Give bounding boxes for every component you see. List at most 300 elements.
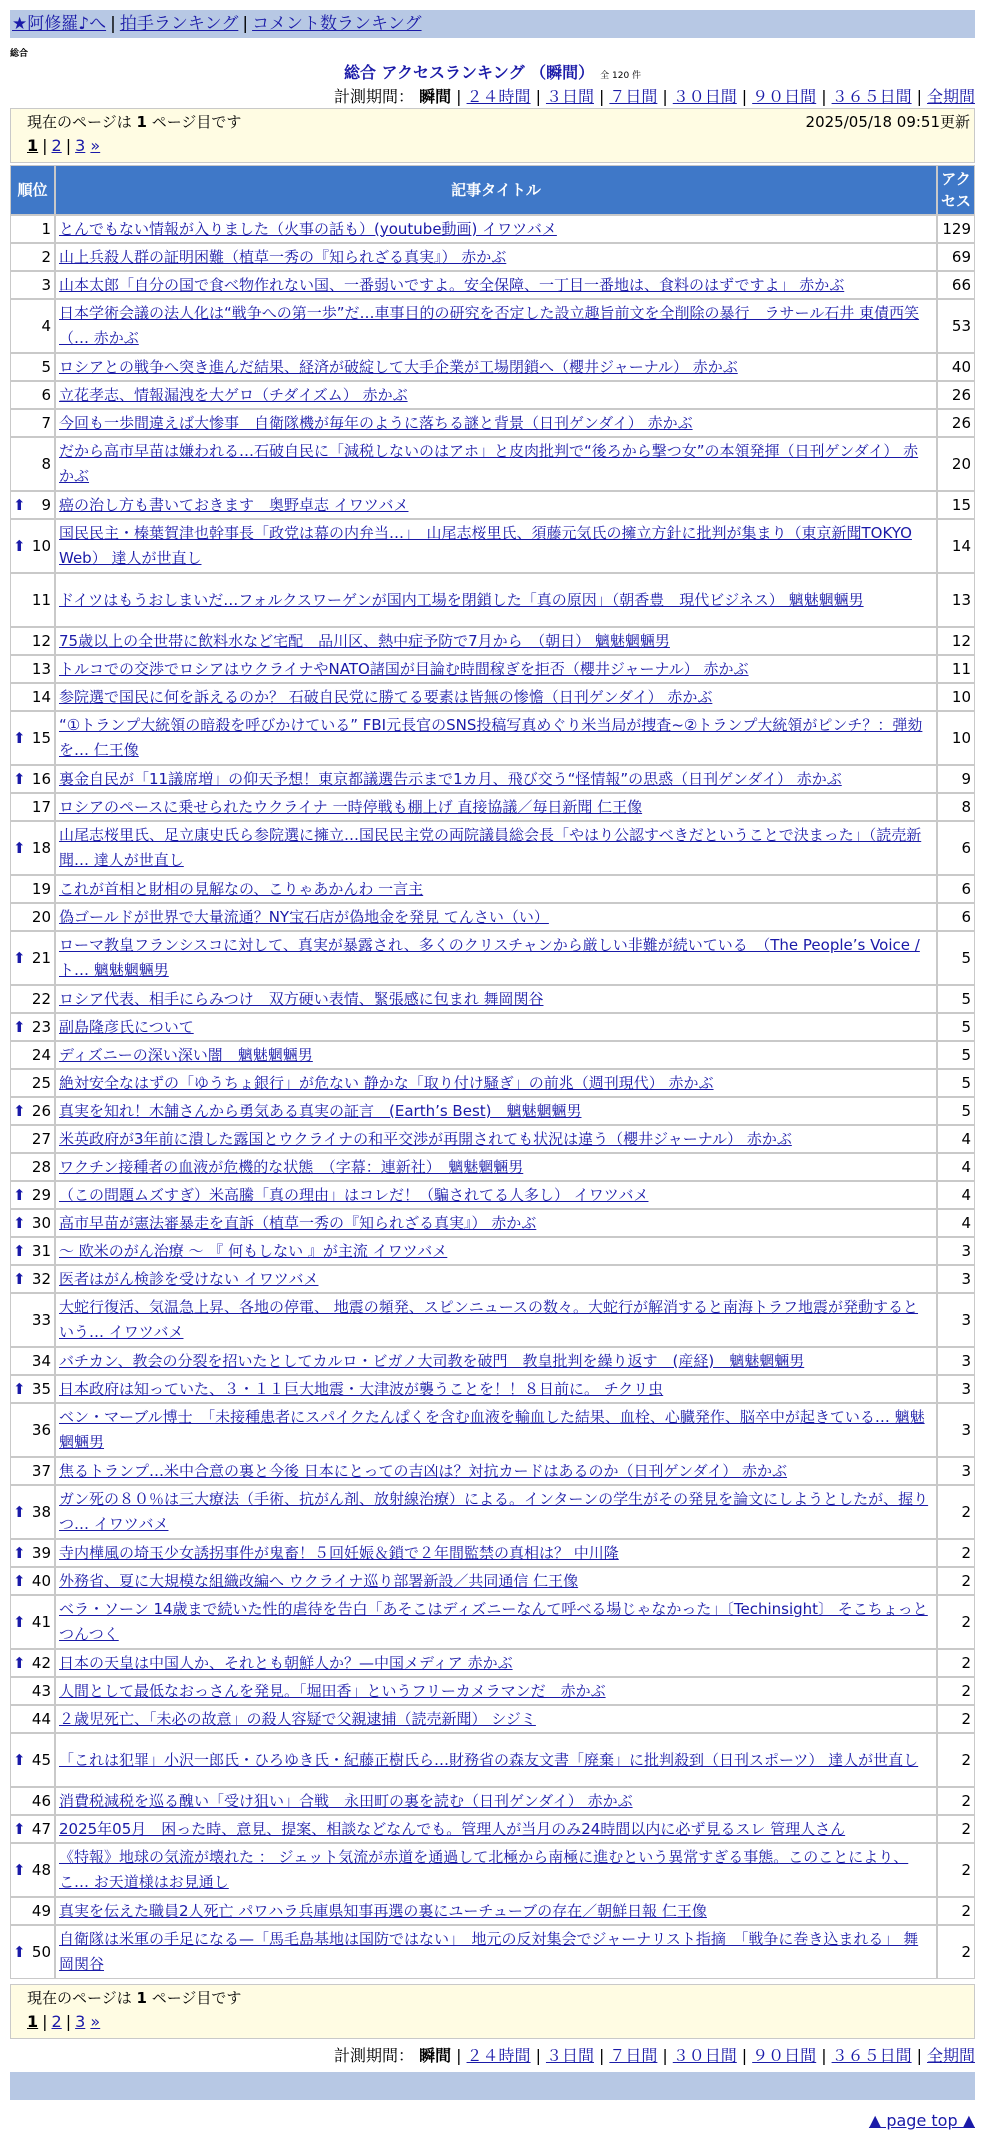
article-link[interactable]: ガン死の８０％は三大療法（手術、抗がん剤、放射線治療）による。インターンの学生がその発見を論文にしようとしたが、握りつ… イワツバメ xyxy=(59,1490,929,1533)
rank-cell xyxy=(10,627,55,655)
table-row xyxy=(10,1097,975,1125)
rank-number: 21 xyxy=(31,948,51,967)
rank-cell xyxy=(10,1595,55,1649)
rank-cell xyxy=(10,985,55,1013)
period-90d-link[interactable]: ９０日間 xyxy=(752,2046,817,2065)
rank-up-arrow-icon: ⬆ xyxy=(13,1943,26,1961)
access-count: 2 xyxy=(937,1843,975,1897)
title-cell xyxy=(55,1125,937,1153)
rank-number: 14 xyxy=(31,687,51,706)
clap-ranking-link[interactable]: 拍手ランキング xyxy=(119,14,239,34)
rank-cell xyxy=(10,243,55,271)
access-count: 2 xyxy=(937,1485,975,1539)
page-info-current: 1 xyxy=(136,113,147,131)
article-link[interactable]: 山上兵殺人群の証明困難（植草一秀の『知られざる真実』） 赤かぶ xyxy=(59,247,507,266)
title-cell xyxy=(55,353,937,381)
article-link[interactable]: 参院選で国民に何を訴えるのか？ 石破自民党に勝てる要素は皆無の惨憺（日刊ゲンダイ） 赤かぶ xyxy=(59,687,713,706)
rank-number: 48 xyxy=(31,1860,51,1879)
article-link[interactable]: 焦るトランプ…米中合意の裏と今後 日本にとっての吉凶は？対抗カードはあるのか（日刊ゲンダイ） 赤かぶ xyxy=(59,1461,788,1480)
access-count: 6 xyxy=(937,875,975,903)
rank-up-arrow-icon: ⬆ xyxy=(13,1544,26,1562)
rank-cell xyxy=(10,381,55,409)
table-row xyxy=(10,793,975,821)
article-link[interactable]: 今回も一歩間違えば大惨事 自衛隊機が毎年のように落ちる謎と背景（日刊ゲンダイ） 赤かぶ xyxy=(59,413,693,432)
article-link[interactable]: 自衛隊は米軍の手足になる—「馬毛島基地は国防ではない」 地元の反対集会でジャーナリスト指摘 「戦争に巻き込まれる」 舞岡関谷 xyxy=(59,1930,919,1973)
access-count: 12 xyxy=(937,627,975,655)
period-separator: | xyxy=(598,87,605,106)
page-top-link[interactable]: ▲ page top ▲ xyxy=(868,2111,975,2130)
period-separator: | xyxy=(916,2046,922,2065)
rank-number: 33 xyxy=(31,1310,51,1329)
rank-cell xyxy=(10,491,55,519)
table-row xyxy=(10,1153,975,1181)
comment-ranking-link[interactable]: コメント数ランキング xyxy=(252,14,422,34)
article-link[interactable]: 医者はがん検診を受けない イワツバメ xyxy=(59,1269,319,1288)
access-count: 6 xyxy=(937,821,975,875)
article-link[interactable]: ～ 欧米のがん治療 ～ 『 何もしない 』が主流 イワツバメ xyxy=(59,1241,448,1260)
access-count: 4 xyxy=(937,1125,975,1153)
rank-number: 5 xyxy=(41,357,51,376)
article-link[interactable]: 《特報》地球の気流が壊れた ： ジェット気流が赤道を通過して北極から南極に進むという異常すぎる事態。このことにより、こ… お天道様はお見通し xyxy=(59,1848,909,1891)
rank-number: 10 xyxy=(31,536,51,555)
table-row xyxy=(10,1265,975,1293)
rank-number: 3 xyxy=(41,275,51,294)
rank-up-arrow-icon: ⬆ xyxy=(13,1380,26,1398)
title-cell xyxy=(55,683,937,711)
table-row xyxy=(10,1293,975,1347)
article-link[interactable]: 「これは犯罪」小沢一郎氏・ひろゆき氏・紀藤正樹氏ら…財務省の森友文書「廃棄」に批判殺到（日刊スポーツ） 達人が世直し xyxy=(59,1750,919,1769)
rank-number: 18 xyxy=(31,838,51,857)
table-row xyxy=(10,655,975,683)
nav-separator: | xyxy=(242,14,249,34)
title-cell xyxy=(55,1265,937,1293)
table-row xyxy=(10,1403,975,1457)
title-cell xyxy=(55,793,937,821)
title-cell xyxy=(55,903,937,931)
table-row xyxy=(10,573,975,627)
article-link[interactable]: 国民民主・榛葉賀津也幹事長「政党は幕の内弁当…」 山尾志桜里氏、須藤元気氏の擁立方針に批判が集まり（東京新聞TOKYO Web） 達人が世直し xyxy=(59,524,912,567)
article-link[interactable]: ロシア代表、相手にらみつけ 双方硬い表情、緊張感に包まれ 舞岡関谷 xyxy=(59,989,544,1008)
period-all-link[interactable]: 全期間 xyxy=(926,2046,975,2065)
table-row xyxy=(10,903,975,931)
rank-cell xyxy=(10,683,55,711)
rank-cell xyxy=(10,1153,55,1181)
article-link[interactable]: とんでもない情報が入りました（火事の話も）(youtube動画) イワツバメ xyxy=(59,219,557,238)
rank-up-arrow-icon: ⬆ xyxy=(13,1751,26,1769)
rank-number: 38 xyxy=(31,1502,51,1521)
article-link[interactable]: 癌の治し方も書いておきます 奥野卓志 イワツバメ xyxy=(59,495,409,514)
rank-number: 1 xyxy=(41,219,51,238)
rank-number: 23 xyxy=(31,1017,51,1036)
period-separator: | xyxy=(662,87,668,106)
article-link[interactable]: ロシアとの戦争へ突き進んだ結果、経済が破綻して大手企業が工場閉鎖へ（櫻井ジャーナル） 赤かぶ xyxy=(59,357,738,376)
next-page-link[interactable]: » xyxy=(90,136,101,155)
rank-number: 9 xyxy=(41,495,51,514)
rank-number: 29 xyxy=(31,1185,51,1204)
title-cell xyxy=(55,1925,937,1979)
top-nav-bar xyxy=(10,10,975,38)
rank-cell xyxy=(10,1293,55,1347)
page-info-current: 1 xyxy=(136,1989,147,2007)
article-link[interactable]: ２歳児死亡、「未必の故意」の殺人容疑で父親逮捕（読売新聞） シジミ xyxy=(59,1709,536,1728)
title-cell xyxy=(55,1733,937,1787)
access-count: 4 xyxy=(937,1209,975,1237)
access-count: 69 xyxy=(937,243,975,271)
access-count: 5 xyxy=(937,1097,975,1125)
article-link[interactable]: 外務省、夏に大規模な組織改編へ ウクライナ巡り部署新設／共同通信 仁王像 xyxy=(59,1571,579,1590)
access-count: 5 xyxy=(937,985,975,1013)
rank-number: 11 xyxy=(31,590,51,609)
rank-cell xyxy=(10,1265,55,1293)
title-column-header: 記事タイトル xyxy=(55,165,937,215)
rank-up-arrow-icon: ⬆ xyxy=(13,1186,26,1204)
period-3d-link[interactable]: ３日間 xyxy=(545,2046,594,2065)
rank-number: 40 xyxy=(31,1571,51,1590)
table-row xyxy=(10,1925,975,1979)
page-info-box-bottom xyxy=(10,1984,975,2039)
access-count: 8 xyxy=(937,793,975,821)
table-row xyxy=(10,627,975,655)
rank-number: 50 xyxy=(31,1942,51,1961)
access-count: 2 xyxy=(937,1733,975,1787)
period-separator: | xyxy=(598,2046,605,2065)
rank-column-header: 順位 xyxy=(10,165,55,215)
period-separator: | xyxy=(821,87,827,106)
article-link[interactable]: （この問題ムズすぎ）米高騰「真の理由」はコレだ！（騙されてる人多し） イワツバメ xyxy=(59,1185,649,1204)
table-row xyxy=(10,1787,975,1815)
title-cell xyxy=(55,1787,937,1815)
title-cell xyxy=(55,1843,937,1897)
page-separator: | xyxy=(65,2012,72,2031)
rank-number: 31 xyxy=(31,1241,51,1260)
pagination xyxy=(27,136,100,155)
rank-number: 42 xyxy=(31,1653,51,1672)
table-row xyxy=(10,931,975,985)
page-1-current: 1 xyxy=(27,136,39,155)
access-count: 5 xyxy=(937,1013,975,1041)
page-info-prefix: 現在のページは xyxy=(27,1989,132,2007)
period-separator: | xyxy=(662,2046,668,2065)
period-24h-link[interactable]: ２４時間 xyxy=(466,2046,531,2065)
table-row xyxy=(10,1539,975,1567)
rank-cell xyxy=(10,437,55,491)
rank-cell xyxy=(10,409,55,437)
article-link[interactable]: 75歳以上の全世帯に飲料水など宅配 品川区、熱中症予防で7月から （朝日） 魑魅魍魎男 xyxy=(59,631,670,650)
title-cell xyxy=(55,655,937,683)
page-separator: | xyxy=(65,136,72,155)
updated-time: 2025/05/18 09:51更新 xyxy=(805,113,970,131)
access-count: 3 xyxy=(937,1403,975,1457)
article-link[interactable]: 副島隆彦氏について xyxy=(59,1017,194,1036)
rank-cell xyxy=(10,1069,55,1097)
period-selector-bottom xyxy=(334,2043,975,2066)
table-row xyxy=(10,1347,975,1375)
access-count: 5 xyxy=(937,1069,975,1097)
period-30d-link[interactable]: ３０日間 xyxy=(672,87,737,106)
table-row xyxy=(10,519,975,573)
rank-cell xyxy=(10,821,55,875)
access-count: 4 xyxy=(937,1181,975,1209)
table-row xyxy=(10,491,975,519)
rank-cell xyxy=(10,215,55,243)
access-count: 3 xyxy=(937,1457,975,1485)
rank-number: 32 xyxy=(31,1269,51,1288)
page-info-text xyxy=(27,111,241,132)
article-link[interactable]: バチカン、教会の分裂を招いたとしてカルロ・ビガノ大司教を破門 教皇批判を繰り返す (産経) 魑魅魍魎男 xyxy=(59,1351,805,1370)
period-label: 計測期間： xyxy=(334,87,415,106)
title-cell xyxy=(55,1705,937,1733)
rank-cell xyxy=(10,1843,55,1897)
rank-up-arrow-icon: ⬆ xyxy=(13,1214,26,1232)
period-365d-link[interactable]: ３６５日間 xyxy=(831,87,912,106)
title-cell xyxy=(55,711,937,765)
table-row xyxy=(10,1209,975,1237)
table-row xyxy=(10,1041,975,1069)
title-cell xyxy=(55,1153,937,1181)
article-link[interactable]: ワクチン接種者の血液が危機的な状態 （字幕：連新社） 魑魅魍魎男 xyxy=(59,1157,524,1176)
rank-cell xyxy=(10,765,55,793)
ranking-table-wrap xyxy=(10,165,975,1979)
rank-cell xyxy=(10,1677,55,1705)
access-count: 2 xyxy=(937,1787,975,1815)
rank-number: 37 xyxy=(31,1461,51,1480)
title-cell xyxy=(55,271,937,299)
page-2-link[interactable]: 2 xyxy=(51,2012,62,2031)
title-cell xyxy=(55,215,937,243)
article-link[interactable]: ベン・マーブル博士 「未接種患者にスパイクたんぱくを含む血液を輸血した結果、血栓、心臓発作、脳卒中が起きている… 魑魅魍魎男 xyxy=(59,1408,925,1451)
rank-cell xyxy=(10,1041,55,1069)
access-count: 3 xyxy=(937,1237,975,1265)
rank-cell xyxy=(10,271,55,299)
rank-cell xyxy=(10,903,55,931)
article-link[interactable]: 2025年05月 困った時、意見、提案、相談などなんでも。管理人が当月のみ24時間以内に必ず見るスレ 管理人さん xyxy=(59,1819,846,1838)
page-1-current: 1 xyxy=(27,2012,39,2031)
table-row xyxy=(10,1705,975,1733)
title-cell xyxy=(55,381,937,409)
access-count: 15 xyxy=(937,491,975,519)
article-link[interactable]: だから高市早苗は嫌われる…石破自民に「減税しないのはアホ」と皮肉批判で“後ろから撃つ女”の本領発揮（日刊ゲンダイ） 赤かぶ xyxy=(59,442,919,485)
page-info-text xyxy=(27,1987,241,2008)
access-count: 3 xyxy=(937,1375,975,1403)
title-cell xyxy=(55,1485,937,1539)
article-link[interactable]: 日本の天皇は中国人か、それとも朝鮮人か？—中国メディア 赤かぶ xyxy=(59,1653,513,1672)
access-count: 11 xyxy=(937,655,975,683)
table-row xyxy=(10,1457,975,1485)
article-link[interactable]: 山尾志桜里氏、足立康史氏ら参院選に擁立…国民民主党の両院議員総会長「やはり公認すべきだということで決まった」（読売新聞… 達人が世直し xyxy=(59,826,922,869)
table-row xyxy=(10,381,975,409)
period-current: 瞬間 xyxy=(419,87,452,106)
rank-up-arrow-icon: ⬆ xyxy=(13,1503,26,1521)
title-cell xyxy=(55,765,937,793)
rank-number: 19 xyxy=(31,879,51,898)
access-count: 4 xyxy=(937,1153,975,1181)
article-link[interactable]: 立花孝志、情報漏洩を大ゲロ（チダイズム） 赤かぶ xyxy=(59,385,408,404)
pagination xyxy=(27,2012,100,2031)
access-count: 3 xyxy=(937,1293,975,1347)
title-cell xyxy=(55,985,937,1013)
title-cell xyxy=(55,875,937,903)
title-cell xyxy=(55,1649,937,1677)
page-3-link[interactable]: 3 xyxy=(75,136,86,155)
article-link[interactable]: ロシアのペースに乗せられたウクライナ 一時停戦も棚上げ 直接協議／毎日新聞 仁王像 xyxy=(59,797,643,816)
article-link[interactable]: トルコでの交渉でロシアはウクライナやNATO諸国が目論む時間稼ぎを拒否（櫻井ジャーナル） 赤かぶ xyxy=(59,659,749,678)
access-count: 2 xyxy=(937,1705,975,1733)
article-link[interactable]: 米英政府が3年前に潰した露国とウクライナの和平交渉が再開されても状況は違う（櫻井ジャーナル） 赤かぶ xyxy=(59,1129,792,1148)
article-link[interactable]: 大蛇行復活、気温急上昇、各地の停電、 地震の頻発、スピンニュースの数々。大蛇行が解消すると南海トラフ地震が発動するという… イワツバメ xyxy=(59,1298,919,1341)
title-cell xyxy=(55,573,937,627)
article-link[interactable]: 偽ゴールドが世界で大量流通？NY宝石店が偽地金を発見 てんさい（い） xyxy=(59,907,549,926)
article-link[interactable]: 裏金自民が「11議席増」の仰天予想！東京都議選告示まで1カ月、飛び交う“怪情報”の思惑（日刊ゲンダイ） 赤かぶ xyxy=(59,769,842,788)
article-link[interactable]: 山本太郎「自分の国で食べ物作れない国、一番弱いですよ。安全保障、一丁目一番地は、食料のはずですよ」 赤かぶ xyxy=(59,275,845,294)
article-link[interactable]: “①トランプ大統領の暗殺を呼びかけている” FBI元長官のSNS投稿写真めぐり米当局が捜査~②トランプ大統領がピンチ？：弾劾を… 仁王像 xyxy=(59,716,923,759)
title-cell xyxy=(55,1069,937,1097)
period-7d-link[interactable]: ７日間 xyxy=(609,87,658,106)
period-selector-top xyxy=(334,84,975,107)
access-count: 2 xyxy=(937,1649,975,1677)
rank-cell xyxy=(10,1457,55,1485)
access-count: 2 xyxy=(937,1539,975,1567)
article-link[interactable]: 日本政府は知っていた、３・１１巨大地震・大津波が襲うことを！！８日前に。 チクリ虫 xyxy=(59,1379,664,1398)
access-count: 26 xyxy=(937,381,975,409)
table-row xyxy=(10,271,975,299)
rank-cell xyxy=(10,1539,55,1567)
article-link[interactable]: 真実を伝えた職員2人死亡 パワハラ兵庫県知事再選の裏にユーチューブの存在／朝鮮日報 仁王像 xyxy=(59,1901,707,1920)
rank-cell xyxy=(10,1567,55,1595)
rank-cell xyxy=(10,1347,55,1375)
article-link[interactable]: 人間として最低なおっさんを発見。「堀田香」というフリーカメラマンだ 赤かぶ xyxy=(59,1681,606,1700)
title-cell xyxy=(55,1539,937,1567)
table-row xyxy=(10,299,975,353)
article-link[interactable]: これが首相と財相の見解なの、こりゃあかんわ 一言主 xyxy=(59,879,424,898)
rank-cell xyxy=(10,793,55,821)
period-365d-link[interactable]: ３６５日間 xyxy=(831,2046,912,2065)
article-link[interactable]: ディズニーの深い深い闇 魑魅魍魎男 xyxy=(59,1045,313,1064)
ranking-rows xyxy=(10,215,975,1979)
access-count: 40 xyxy=(937,353,975,381)
page-2-link[interactable]: 2 xyxy=(51,136,62,155)
table-row xyxy=(10,1649,975,1677)
period-separator: | xyxy=(741,2046,748,2065)
access-count: 53 xyxy=(937,299,975,353)
rank-cell xyxy=(10,1403,55,1457)
table-row xyxy=(10,243,975,271)
title-cell xyxy=(55,1181,937,1209)
period-90d-link[interactable]: ９０日間 xyxy=(752,87,817,106)
page-info-box-top xyxy=(10,108,975,163)
period-30d-link[interactable]: ３０日間 xyxy=(672,2046,737,2065)
rank-number: 12 xyxy=(31,631,51,650)
title-cell xyxy=(55,1041,937,1069)
access-count: 3 xyxy=(937,1347,975,1375)
table-row xyxy=(10,215,975,243)
rank-cell xyxy=(10,573,55,627)
rank-number: 28 xyxy=(31,1157,51,1176)
rank-cell xyxy=(10,1925,55,1979)
article-link[interactable]: ローマ教皇フランシスコに対して、真実が暴露され、多くのクリスチャンから厳しい非難が続いている （The People’s Voice / ト… 魑魅魍魎男 xyxy=(59,936,920,979)
rank-up-arrow-icon: ⬆ xyxy=(13,1861,26,1879)
period-24h-link[interactable]: ２４時間 xyxy=(466,87,531,106)
period-current: 瞬間 xyxy=(419,2046,452,2065)
article-link[interactable]: 寺内樺風の埼玉少女誘拐事件が鬼畜！５回妊娠＆鎖で２年間監禁の真相は？ 中川隆 xyxy=(59,1543,619,1562)
table-row xyxy=(10,1815,975,1843)
article-link[interactable]: 真実を知れ！木舗さんから勇気ある真実の証言 (Earth’s Best) 魑魅魍魎男 xyxy=(59,1101,582,1120)
rank-up-arrow-icon: ⬆ xyxy=(13,1613,26,1631)
rank-number: 4 xyxy=(41,316,51,335)
access-count: 5 xyxy=(937,1041,975,1069)
article-link[interactable]: 日本学術会議の法人化は“戦争への第一歩”だ…車事目的の研究を否定した設立趣旨前文を全削除の暴行 ラサール石井 東債西笑（… 赤かぶ xyxy=(59,304,920,347)
next-page-link[interactable]: » xyxy=(90,2012,101,2031)
rank-up-arrow-icon: ⬆ xyxy=(13,1270,26,1288)
table-row xyxy=(10,711,975,765)
period-7d-link[interactable]: ７日間 xyxy=(609,2046,658,2065)
table-row xyxy=(10,1181,975,1209)
article-link[interactable]: ドイツはもうおしまいだ…フォルクスワーゲンが国内工場を閉鎖した「真の原因」（朝香豊 現代ビジネス） 魑魅魍魎男 xyxy=(59,590,864,609)
rank-cell xyxy=(10,875,55,903)
rank-number: 43 xyxy=(31,1681,51,1700)
title-cell xyxy=(55,1347,937,1375)
category-label: 総合 xyxy=(10,49,29,59)
rank-cell xyxy=(10,1733,55,1787)
page-separator: | xyxy=(42,2012,48,2031)
title-cell xyxy=(55,299,937,353)
ranking-count: 全 120 件 xyxy=(600,71,642,81)
rank-number: 16 xyxy=(31,769,51,788)
rank-number: 8 xyxy=(41,454,51,473)
rank-up-arrow-icon: ⬆ xyxy=(13,839,26,857)
rank-number: 34 xyxy=(31,1351,51,1370)
table-row xyxy=(10,1069,975,1097)
rank-up-arrow-icon: ⬆ xyxy=(13,1102,26,1120)
rank-up-arrow-icon: ⬆ xyxy=(13,770,26,788)
rank-cell xyxy=(10,655,55,683)
rank-number: 45 xyxy=(31,1750,51,1769)
table-row xyxy=(10,765,975,793)
title-cell xyxy=(55,1293,937,1347)
title-cell xyxy=(55,409,937,437)
rank-number: 35 xyxy=(31,1379,51,1398)
rank-number: 41 xyxy=(31,1612,51,1631)
title-cell xyxy=(55,491,937,519)
table-row xyxy=(10,875,975,903)
access-count: 2 xyxy=(937,1897,975,1925)
rank-number: 7 xyxy=(41,413,51,432)
page-info-suffix: ページ目です xyxy=(151,113,242,131)
rank-cell xyxy=(10,353,55,381)
ranking-title-row xyxy=(0,60,985,83)
title-cell xyxy=(55,243,937,271)
article-link[interactable]: 高市早苗が憲法審暴走を直訴（植草一秀の『知られざる真実』） 赤かぶ xyxy=(59,1213,537,1232)
ranking-title: 総合 アクセスランキング （瞬間） xyxy=(343,63,595,82)
period-all-link[interactable]: 全期間 xyxy=(926,87,975,106)
article-link[interactable]: 消費税減税を巡る醜い「受け狙い」合戦 永田町の裏を読む（日刊ゲンダイ） 赤かぶ xyxy=(59,1791,633,1810)
article-link[interactable]: ベラ・ソーン 14歳まで続いた性的虐待を告白「あそこはディズニーなんて呼べる場じゃなかった」〔Techinsight〕 そこちょっとつんつく xyxy=(59,1600,928,1643)
asyura-home-link[interactable]: ★阿修羅♪へ xyxy=(12,14,107,34)
rank-number: 30 xyxy=(31,1213,51,1232)
rank-up-arrow-icon: ⬆ xyxy=(13,1018,26,1036)
access-count: 10 xyxy=(937,711,975,765)
rank-cell xyxy=(10,931,55,985)
article-link[interactable]: 絶対安全なはずの「ゆうちょ銀行」が危ない 静かな「取り付け騒ぎ」の前兆（週刊現代） 赤かぶ xyxy=(59,1073,714,1092)
page-3-link[interactable]: 3 xyxy=(75,2012,86,2031)
rank-cell xyxy=(10,1013,55,1041)
access-count: 10 xyxy=(937,683,975,711)
title-cell xyxy=(55,1595,937,1649)
access-column-header: アクセス xyxy=(937,165,975,215)
rank-cell xyxy=(10,1705,55,1733)
period-3d-link[interactable]: ３日間 xyxy=(545,87,594,106)
period-separator: | xyxy=(535,87,541,106)
table-row xyxy=(10,1375,975,1403)
